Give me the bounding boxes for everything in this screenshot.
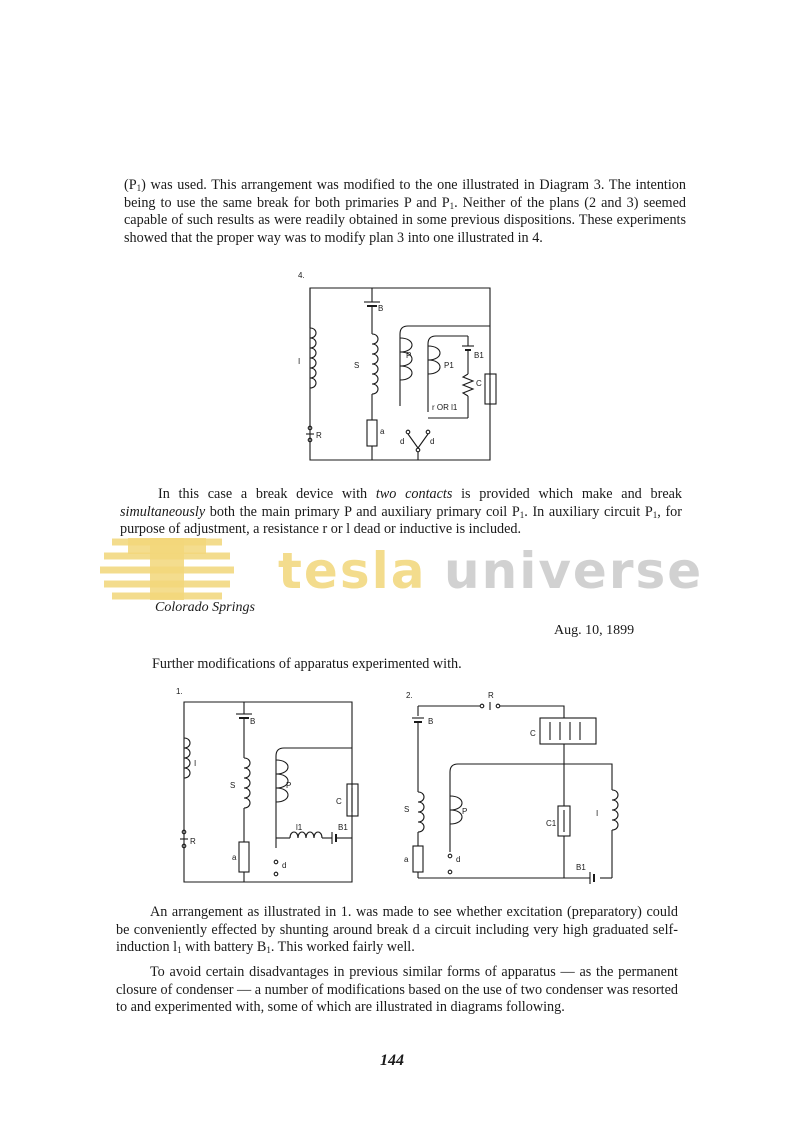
diagram-4-label-i: I [298,357,301,366]
diagram-4-label-s: S [354,361,360,370]
diagram-2-label-c: C [530,729,536,738]
page-number: 144 [380,1052,404,1069]
diagram-2-label-a: a [404,855,409,864]
circuit-diagram-2 [404,686,630,892]
diagram-2-label-c1: C1 [546,819,557,828]
diagram-2-label-d: d [456,855,461,864]
circuit-diagram-4 [296,268,502,468]
diagram-4-label-c: C [476,379,482,388]
diagram-1-number: 1. [176,687,183,696]
diagram-2-label-b: B [428,717,434,726]
diagram-4-label-b1: B1 [474,351,484,360]
paragraph-further-modifications: Further modifications of apparatus experimented with. [152,656,462,672]
circuit-diagram-1 [172,686,368,886]
diagram-4-label-d: d [400,437,405,446]
diagram-1-label-c: C [336,797,342,806]
place-heading: Colorado Springs [155,600,255,615]
tesla-universe-logo-icon [92,532,242,604]
watermark-word-universe: universe [444,542,704,600]
diagram-4-label-a: a [380,427,385,436]
date-heading: Aug. 10, 1899 [554,623,635,638]
diagram-4-label-p1: P1 [444,361,454,370]
diagram-4-label-d2: d [430,437,435,446]
diagram-2-number: 2. [406,691,413,700]
diagram-1-label-a: a [232,853,237,862]
paragraph-two-condensers: To avoid certain disadvantages in previous similar forms of apparatus — as the permanent closure of condenser — a number of modifications based on the use of two condenser was resorted to and experimented with, some of which are illustrated in diagrams following. [116,964,678,1016]
diagram-4-label-r: R [316,431,322,440]
diagram-1-label-p: P [286,781,292,790]
watermark-word-tesla: tesla [278,542,427,600]
paragraph-intro: $(P_1)$ was used. This arrangement was modified to the one illustrated in Diagram 3. The intention being to use the same break for both primaries P and $P_1$. Neither of the plans (2 and 3) seemed capable of such results as were readily obtained in some previous dispositions. These experiments showed that the proper way was to modify plan 3 into one illustrated in 4. [124,177,686,246]
diagram-2-label-b1: B1 [576,863,586,872]
diagram-4-label-p: P [406,351,412,360]
diagram-2-label-r: R [488,691,494,700]
diagram-1-label-r: R [190,837,196,846]
diagram-1-label-b: B [250,717,256,726]
diagram-1-label-b1: B1 [338,823,348,832]
paragraph-two-contacts: In this case a break device with two contacts is provided which make and break simultaneously both the main primary P and auxiliary primary coil $P_1$. In auxiliary circuit $P_1$, for purpose of adjustment, a resistance r or l dead or inductive is included. [120,486,683,538]
diagram-1-label-s: S [230,781,236,790]
diagram-2-label-p: P [462,807,468,816]
diagram-4-number: 4. [298,271,305,280]
diagram-2-label-s: S [404,805,410,814]
paragraph-arrangement-1: An arrangement as illustrated in 1. was made to see whether excitation (preparatory) could be conveniently effected by shunting around break d a circuit including very high graduated self-induction $l_1$ with battery $B_1$. This worked fairly well. [116,904,678,956]
diagram-1-label-l1: l1 [296,823,303,832]
diagram-1-label-i: I [194,759,197,768]
diagram-2-label-i: I [596,809,599,818]
diagram-4-label-rl: r OR l1 [432,403,458,412]
diagram-4-label-b: B [378,304,384,313]
diagram-1-label-d: d [282,861,287,870]
